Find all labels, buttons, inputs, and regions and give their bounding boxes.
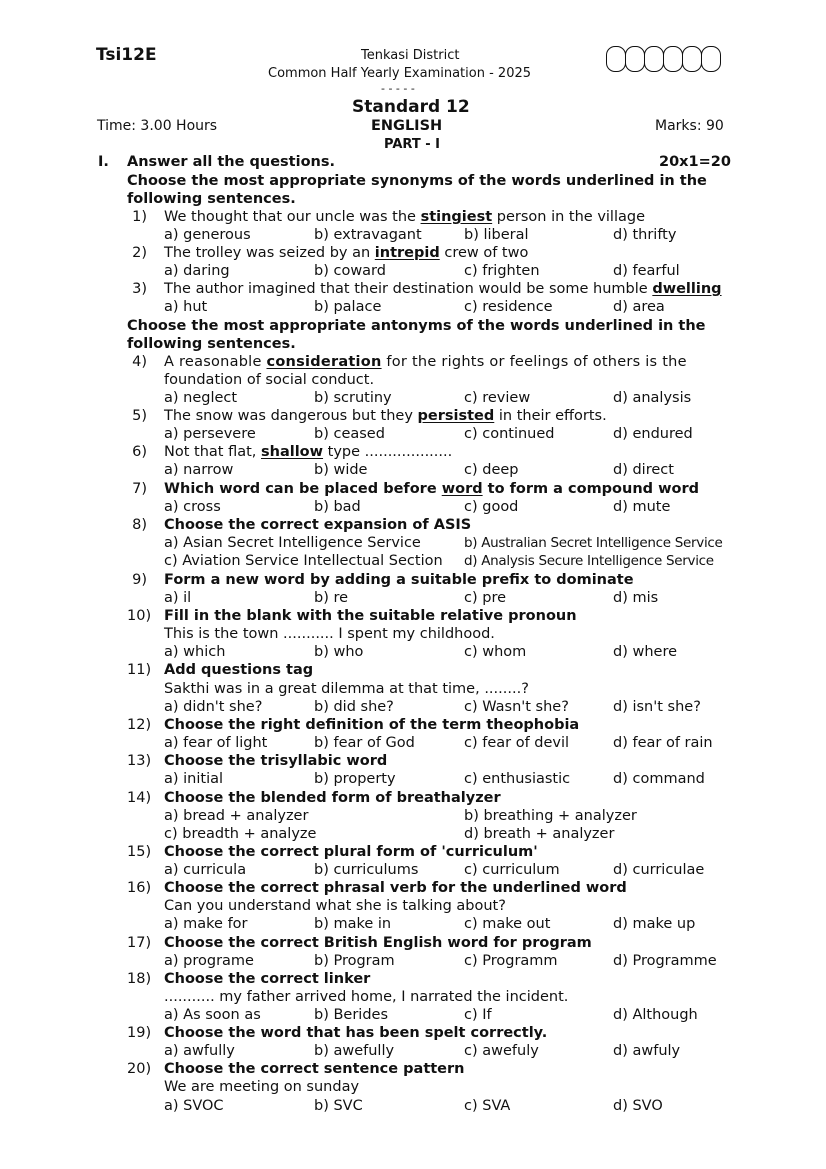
option-b: b) awefully: [314, 1043, 395, 1059]
question-number: 5): [132, 408, 147, 424]
question-number: 11): [127, 662, 152, 678]
option-c: c) Wasn't she?: [464, 699, 569, 715]
register-box: [606, 46, 626, 72]
register-box: [663, 46, 683, 72]
underlined-word: shallow: [261, 444, 324, 460]
option-b: b) extravagant: [314, 227, 422, 243]
option-d: d) endured: [613, 426, 693, 442]
option-a: a) narrow: [164, 462, 234, 478]
option-d: d) awfuly: [613, 1043, 681, 1059]
question-text: Choose the blended form of breathalyzer: [164, 790, 501, 806]
question-number: 8): [132, 517, 147, 533]
question-number: 6): [132, 444, 147, 460]
section-numeral: I.: [98, 154, 109, 170]
question-text-cont: Can you understand what she is talking about?: [164, 898, 506, 914]
option-b: b) re: [314, 590, 349, 606]
option-a: a) make for: [164, 916, 248, 932]
question-number: 17): [127, 935, 152, 951]
synonym-heading: Choose the most appropriate synonyms of the words underlined in the: [127, 173, 707, 189]
question-number: 10): [127, 608, 152, 624]
option-c: c) continued: [464, 426, 555, 442]
option-d: d) isn't she?: [613, 699, 701, 715]
question-text: We thought that our uncle was the stingiest person in the village: [164, 209, 646, 225]
option-c: c) SVA: [464, 1098, 511, 1114]
question-number: 4): [132, 354, 147, 370]
option-a: a) programe: [164, 953, 254, 969]
option-b: b) coward: [314, 263, 386, 279]
question-text-cont: Sakthi was in a great dilemma at that time, ........?: [164, 681, 529, 697]
option-d: d) command: [613, 771, 705, 787]
option-c: c) awefuly: [464, 1043, 539, 1059]
option-c: c) fear of devil: [464, 735, 570, 751]
question-number: 1): [132, 209, 147, 225]
underlined-word: word: [441, 481, 483, 497]
option-d: d) make up: [613, 916, 696, 932]
option-a: a) cross: [164, 499, 221, 515]
option-b: b) Program: [314, 953, 395, 969]
option-a: a) SVOC: [164, 1098, 224, 1114]
question-text: The author imagined that their destination would be some humble dwelling: [164, 281, 722, 297]
option-d: d) Analysis Secure Intelligence Service: [464, 553, 714, 569]
question-text: Choose the trisyllabic word: [164, 753, 388, 769]
option-c: c) review: [464, 390, 531, 406]
option-b: b) did she?: [314, 699, 394, 715]
question-text: Choose the correct sentence pattern: [164, 1061, 465, 1077]
option-a: a) persevere: [164, 426, 256, 442]
subject-title: ENGLISH: [371, 118, 443, 134]
option-c: c) curriculum: [464, 862, 560, 878]
option-c: c) whom: [464, 644, 527, 660]
exam-title: Common Half Yearly Examination - 2025: [268, 66, 532, 81]
standard-title: Standard 12: [352, 97, 470, 117]
option-d: d) fearful: [613, 263, 680, 279]
register-box: [682, 46, 702, 72]
underlined-word: consideration: [266, 354, 382, 370]
option-b: b) Berides: [314, 1007, 389, 1023]
paper-code: Tsi12E: [96, 45, 157, 65]
question-text: Add questions tag: [164, 662, 314, 678]
question-number: 15): [127, 844, 152, 860]
option-b: b) make in: [314, 916, 392, 932]
option-b: b) palace: [314, 299, 382, 315]
question-number: 16): [127, 880, 152, 896]
question-number: 13): [127, 753, 152, 769]
question-number: 18): [127, 971, 152, 987]
question-text: Fill in the blank with the suitable relative pronoun: [164, 608, 577, 624]
header-dashes: - - - - -: [381, 82, 415, 95]
option-c: c) Aviation Service Intellectual Section: [164, 553, 443, 569]
question-text: Choose the word that has been spelt correctly.: [164, 1025, 548, 1041]
question-text: Choose the correct British English word for program: [164, 935, 592, 951]
marks-label: Marks: 90: [655, 118, 724, 134]
question-number: 9): [132, 572, 147, 588]
register-box: [644, 46, 664, 72]
section-marks: 20x1=20: [659, 154, 731, 170]
register-box: [701, 46, 721, 72]
question-number: 7): [132, 481, 147, 497]
question-text: The snow was dangerous but they persisted in their efforts.: [164, 408, 607, 424]
option-a: a) curricula: [164, 862, 247, 878]
option-b: b) ceased: [314, 426, 385, 442]
question-text: Which word can be placed before word to form a compound word: [164, 481, 699, 497]
option-d: d) breath + analyzer: [464, 826, 615, 842]
option-d: d) mute: [613, 499, 671, 515]
option-a: a) neglect: [164, 390, 238, 406]
option-a: a) As soon as: [164, 1007, 261, 1023]
option-d: d) Although: [613, 1007, 698, 1023]
question-number: 20): [127, 1061, 152, 1077]
question-text-cont: We are meeting on sunday: [164, 1079, 360, 1095]
option-a: a) Asian Secret Intelligence Service: [164, 535, 421, 551]
time-label: Time: 3.00 Hours: [97, 118, 218, 134]
question-text-cont: This is the town ........... I spent my childhood.: [164, 626, 495, 642]
option-c: c) If: [464, 1007, 492, 1023]
option-d: d) fear of rain: [613, 735, 713, 751]
underlined-word: stingiest: [420, 209, 493, 225]
question-text: Choose the correct expansion of ASIS: [164, 517, 472, 533]
underlined-word: intrepid: [374, 245, 440, 261]
option-a: a) initial: [164, 771, 224, 787]
underlined-word: persisted: [417, 408, 495, 424]
option-b: b) curriculums: [314, 862, 419, 878]
option-d: d) direct: [613, 462, 674, 478]
question-text: Form a new word by adding a suitable prefix to dominate: [164, 572, 634, 588]
option-a: a) il: [164, 590, 192, 606]
question-text-cont: ........... my father arrived home, I narrated the incident.: [164, 989, 569, 1005]
register-box: [625, 46, 645, 72]
question-number: 2): [132, 245, 147, 261]
synonym-heading-cont: following sentences.: [127, 191, 296, 207]
option-b: b) wide: [314, 462, 368, 478]
part-title: PART - I: [384, 137, 440, 152]
question-text: A reasonable consideration for the rights or feelings of others is the: [164, 354, 687, 370]
option-c: c) residence: [464, 299, 553, 315]
question-text: The trolley was seized by an intrepid crew of two: [164, 245, 529, 261]
option-c: c) pre: [464, 590, 507, 606]
question-text: Choose the correct plural form of 'curriculum': [164, 844, 538, 860]
register-number-boxes: [606, 46, 720, 72]
option-c: c) deep: [464, 462, 519, 478]
option-b: b) bad: [314, 499, 361, 515]
option-b: b) property: [314, 771, 396, 787]
antonym-heading-cont: following sentences.: [127, 336, 296, 352]
option-d: d) SVO: [613, 1098, 663, 1114]
option-c: c) breadth + analyze: [164, 826, 317, 842]
underlined-word: dwelling: [652, 281, 722, 297]
option-d: d) Programme: [613, 953, 717, 969]
option-a: a) hut: [164, 299, 208, 315]
option-d: d) curriculae: [613, 862, 705, 878]
question-text: Not that flat, shallow type ...................: [164, 444, 453, 460]
option-c: c) enthusiastic: [464, 771, 571, 787]
option-d: d) area: [613, 299, 665, 315]
section-instruction: Answer all the questions.: [127, 154, 336, 170]
option-a: a) didn't she?: [164, 699, 263, 715]
option-c: c) make out: [464, 916, 551, 932]
question-number: 14): [127, 790, 152, 806]
option-a: a) fear of light: [164, 735, 268, 751]
question-text: Choose the correct linker: [164, 971, 371, 987]
option-d: d) mis: [613, 590, 659, 606]
district-name: Tenkasi District: [361, 48, 460, 63]
question-text: Choose the right definition of the term theophobia: [164, 717, 580, 733]
option-b: b) Australian Secret Intelligence Service: [464, 535, 723, 551]
option-c: c) Programm: [464, 953, 558, 969]
option-b: b) breathing + analyzer: [464, 808, 637, 824]
option-d: d) where: [613, 644, 678, 660]
option-b: b) scrutiny: [314, 390, 392, 406]
question-text-cont: foundation of social conduct.: [164, 372, 375, 388]
option-a: a) generous: [164, 227, 251, 243]
option-d: d) thrifty: [613, 227, 677, 243]
question-text: Choose the correct phrasal verb for the underlined word: [164, 880, 627, 896]
option-a: a) bread + analyzer: [164, 808, 309, 824]
option-b: b) SVC: [314, 1098, 363, 1114]
question-number: 12): [127, 717, 152, 733]
option-c: b) liberal: [464, 227, 529, 243]
option-a: a) which: [164, 644, 226, 660]
option-c: c) good: [464, 499, 519, 515]
question-number: 19): [127, 1025, 152, 1041]
option-d: d) analysis: [613, 390, 692, 406]
option-c: c) frighten: [464, 263, 540, 279]
option-a: a) awfully: [164, 1043, 235, 1059]
question-number: 3): [132, 281, 147, 297]
antonym-heading: Choose the most appropriate antonyms of the words underlined in the: [127, 318, 706, 334]
option-a: a) daring: [164, 263, 230, 279]
option-b: b) who: [314, 644, 364, 660]
option-b: b) fear of God: [314, 735, 415, 751]
